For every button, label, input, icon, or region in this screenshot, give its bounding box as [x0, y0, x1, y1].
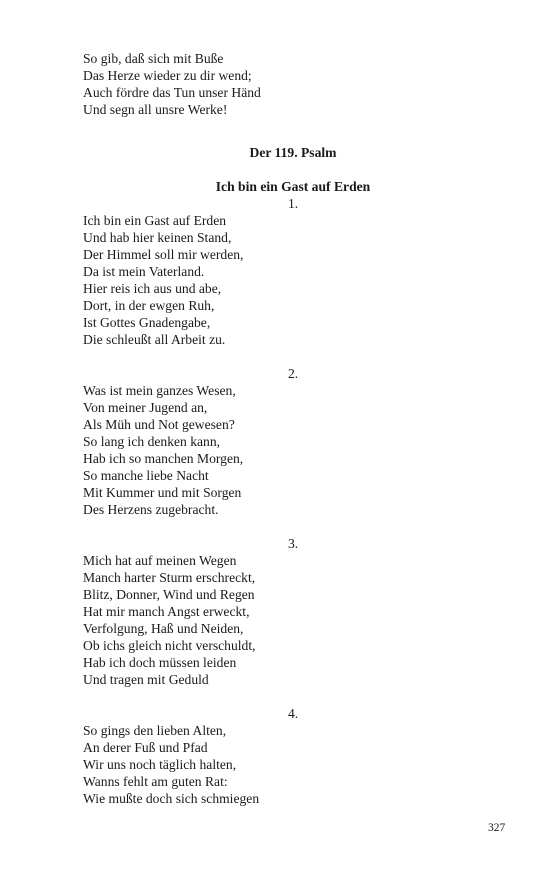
verse-line: Hab ich doch müssen leiden [83, 655, 237, 670]
verse-line: Wie mußte doch sich schmiegen [83, 791, 260, 806]
page-number: 327 [488, 822, 506, 834]
psalm-title: Der 119. Psalm [249, 145, 337, 160]
intro-line: Auch fördre das Tun unser Händ [83, 85, 261, 100]
stanza-1 [83, 195, 503, 348]
verse-line: Blitz, Donner, Wind und Regen [83, 587, 255, 602]
verse-line: Der Himmel soll mir werden, [83, 247, 244, 262]
verse-line: An derer Fuß und Pfad [83, 740, 208, 755]
verse-line: Hier reis ich aus und abe, [83, 281, 222, 296]
verse-line: Ist Gottes Gnadengabe, [83, 315, 211, 330]
verse-number: 4. [288, 706, 299, 721]
stanza-4 [83, 705, 503, 807]
verse-line: Ob ichs gleich nicht verschuldt, [83, 638, 256, 653]
verse-line: Des Herzens zugebracht. [83, 502, 219, 517]
verse-line: Dort, in der ewgen Ruh, [83, 298, 215, 313]
stanza-2 [83, 365, 503, 518]
verse-line: Und hab hier keinen Stand, [83, 230, 232, 245]
verse-line: Mit Kummer und mit Sorgen [83, 485, 242, 500]
verse-line: Was ist mein ganzes Wesen, [83, 383, 236, 398]
verse-line: So gings den lieben Alten, [83, 723, 227, 738]
verse-line: Verfolgung, Haß und Neiden, [83, 621, 244, 636]
verse-line: Hat mir manch Angst erweckt, [83, 604, 250, 619]
verse-line: Von meiner Jugend an, [83, 400, 208, 415]
verse-line: Wanns fehlt am guten Rat: [83, 774, 228, 789]
text-block [83, 50, 503, 807]
verse-line: Mich hat auf meinen Wegen [83, 553, 237, 568]
verse-number: 2. [288, 366, 299, 381]
verse-line: Wir uns noch täglich halten, [83, 757, 237, 772]
intro-line: So gib, daß sich mit Buße [83, 51, 224, 66]
verse-line: Da ist mein Vaterland. [83, 264, 205, 279]
intro-line: Das Herze wieder zu dir wend; [83, 68, 252, 83]
verse-line: So manche liebe Nacht [83, 468, 209, 483]
stanza-3 [83, 535, 503, 688]
verse-line: Hab ich so manchen Morgen, [83, 451, 244, 466]
verse-line: Ich bin ein Gast auf Erden [83, 213, 227, 228]
verse-line: Manch harter Sturm erschreckt, [83, 570, 256, 585]
intro-stanza [83, 50, 503, 118]
verse-line: Als Müh und Not gewesen? [83, 417, 235, 432]
verse-number: 1. [288, 196, 299, 211]
verse-number: 3. [288, 536, 299, 551]
intro-line: Und segn all unsre Werke! [83, 102, 228, 117]
verse-line: Die schleußt all Arbeit zu. [83, 332, 226, 347]
verse-line: Und tragen mit Geduld [83, 672, 209, 687]
verse-line: So lang ich denken kann, [83, 434, 221, 449]
song-title: Ich bin ein Gast auf Erden [215, 179, 371, 194]
